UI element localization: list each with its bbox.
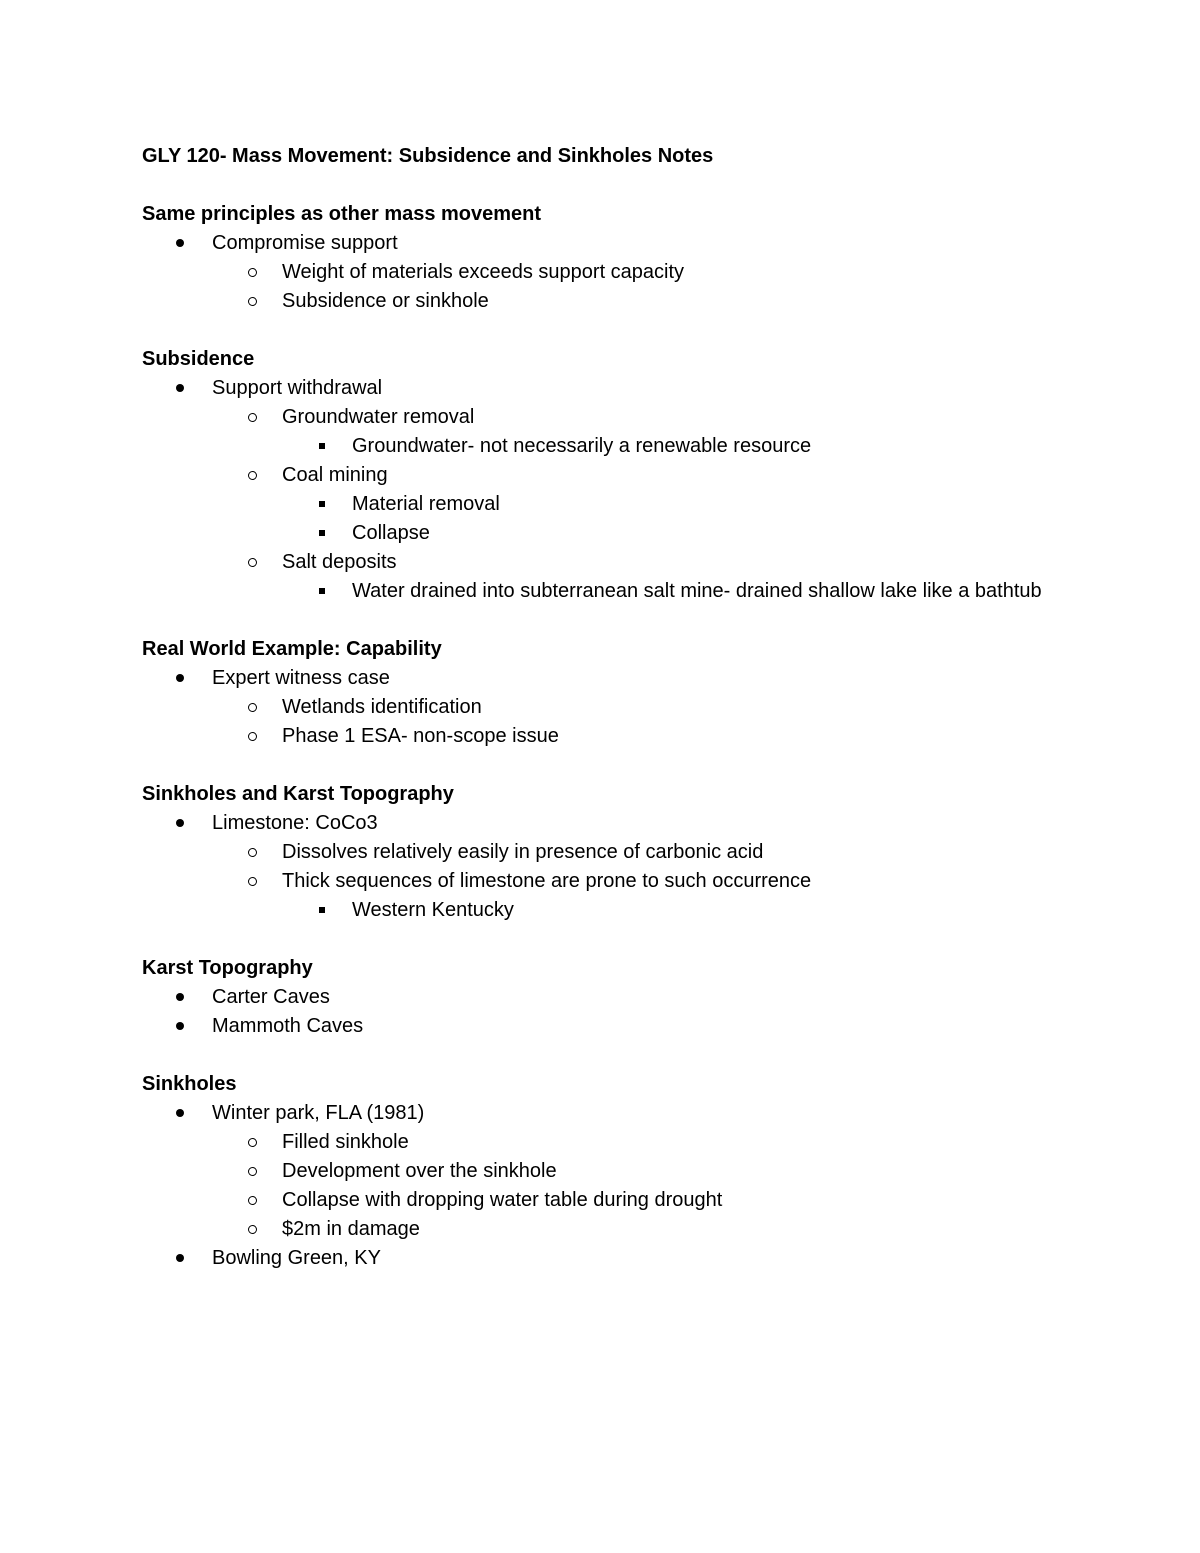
- bullet-dot-icon: [176, 239, 184, 247]
- document-content: [142, 142, 1062, 1273]
- section: [142, 635, 1062, 780]
- section: [142, 780, 1062, 954]
- list-item: [142, 374, 1062, 606]
- section: [142, 345, 1062, 635]
- sub-list-item-text: Subsidence or sinkhole: [282, 290, 489, 312]
- bullet-square-icon: [319, 501, 325, 507]
- bullet-list: [142, 983, 1062, 1041]
- bullet-list: [142, 809, 1062, 925]
- sub-list-item-text: Salt deposits: [282, 551, 397, 573]
- bullet-square-icon: [319, 588, 325, 594]
- sections-container: [142, 200, 1062, 1273]
- list-item: [142, 1244, 1062, 1273]
- sub-list: [212, 693, 1062, 751]
- section-heading: Sinkholes and Karst Topography: [142, 783, 454, 805]
- bullet-dot-icon: [176, 384, 184, 392]
- spacer: [142, 1041, 1062, 1070]
- list-item: [142, 229, 1062, 316]
- section-heading: Karst Topography: [142, 957, 313, 979]
- bullet-dot-icon: [176, 1022, 184, 1030]
- list-item-text: Support withdrawal: [212, 377, 383, 399]
- bullet-dot-icon: [176, 1254, 184, 1262]
- sub-list-item-text: Phase 1 ESA- non-scope issue: [282, 725, 559, 747]
- spacer: [142, 316, 1062, 345]
- sub-sub-list: [282, 577, 1062, 606]
- section-heading: Real World Example: Capability: [142, 638, 442, 660]
- sub-list-item-text: $2m in damage: [282, 1218, 420, 1240]
- spacer: [142, 925, 1062, 954]
- sub-sub-list-item: [282, 490, 1062, 519]
- section: [142, 200, 1062, 345]
- sub-list-item: [212, 1215, 1062, 1244]
- sub-sub-list: [282, 896, 1062, 925]
- sub-list-item: [212, 722, 1062, 751]
- sub-list-item-text: Weight of materials exceeds support capacity: [282, 261, 685, 283]
- bullet-square-icon: [319, 443, 325, 449]
- sub-list: [212, 258, 1062, 316]
- bullet-list: [142, 374, 1062, 606]
- bullet-circle-icon: [248, 297, 257, 306]
- bullet-circle-icon: [248, 703, 257, 712]
- bullet-square-icon: [319, 907, 325, 913]
- sub-list-item-text: Coal mining: [282, 464, 388, 486]
- sub-sub-list-item-text: Groundwater- not necessarily a renewable resource: [352, 435, 812, 457]
- bullet-circle-icon: [248, 877, 257, 886]
- sub-sub-list-item-text: Collapse: [352, 522, 430, 544]
- list-item-text: Expert witness case: [212, 667, 390, 689]
- sub-sub-list-item-text: Western Kentucky: [352, 899, 514, 921]
- sub-list-item-text: Collapse with dropping water table during drought: [282, 1189, 723, 1211]
- section-heading: Same principles as other mass movement: [142, 203, 542, 225]
- section: [142, 954, 1062, 1070]
- bullet-circle-icon: [248, 848, 257, 857]
- sub-sub-list: [282, 432, 1062, 461]
- list-item-text: Mammoth Caves: [212, 1015, 364, 1037]
- bullet-dot-icon: [176, 674, 184, 682]
- sub-sub-list: [282, 490, 1062, 548]
- sub-list: [212, 838, 1062, 925]
- list-item: [142, 809, 1062, 925]
- bullet-circle-icon: [248, 471, 257, 480]
- list-item: [142, 1012, 1062, 1041]
- bullet-circle-icon: [248, 413, 257, 422]
- sub-list-item: [212, 258, 1062, 287]
- list-item-text: Bowling Green, KY: [212, 1247, 381, 1269]
- sub-list-item: [212, 1157, 1062, 1186]
- section: [142, 1070, 1062, 1273]
- bullet-list: [142, 1099, 1062, 1273]
- sub-list: [212, 403, 1062, 606]
- sub-list-item: [212, 1186, 1062, 1215]
- spacer: [142, 751, 1062, 780]
- list-item-text: Carter Caves: [212, 986, 330, 1008]
- section-heading: Subsidence: [142, 348, 255, 370]
- bullet-dot-icon: [176, 1109, 184, 1117]
- sub-sub-list-item-text: Water drained into subterranean salt mine- drained shallow lake like a bathtub: [352, 580, 1042, 602]
- list-item-text: Compromise support: [212, 232, 398, 254]
- sub-sub-list-item-text: Material removal: [352, 493, 500, 515]
- sub-list-item-text: Wetlands identification: [282, 696, 482, 718]
- list-item: [142, 983, 1062, 1012]
- bullet-circle-icon: [248, 1138, 257, 1147]
- sub-list-item-text: Groundwater removal: [282, 406, 475, 428]
- sub-list-item: [212, 403, 1062, 461]
- sub-list-item: [212, 1128, 1062, 1157]
- list-item: [142, 664, 1062, 751]
- sub-list-item-text: Filled sinkhole: [282, 1131, 409, 1153]
- sub-sub-list-item: [282, 896, 1062, 925]
- sub-list-item: [212, 548, 1062, 606]
- spacer: [142, 171, 1062, 200]
- bullet-circle-icon: [248, 1167, 257, 1176]
- spacer: [142, 606, 1062, 635]
- list-item: [142, 1099, 1062, 1244]
- bullet-circle-icon: [248, 558, 257, 567]
- sub-sub-list-item: [282, 577, 1062, 606]
- sub-list-item-text: Development over the sinkhole: [282, 1160, 557, 1182]
- bullet-square-icon: [319, 530, 325, 536]
- document-title: GLY 120- Mass Movement: Subsidence and Sinkholes Notes: [142, 145, 714, 167]
- bullet-list: [142, 229, 1062, 316]
- section-heading: Sinkholes: [142, 1073, 237, 1095]
- sub-sub-list-item: [282, 519, 1062, 548]
- bullet-circle-icon: [248, 1196, 257, 1205]
- sub-list-item: [212, 693, 1062, 722]
- list-item-text: Limestone: CoCo3: [212, 812, 378, 834]
- list-item-text: Winter park, FLA (1981): [212, 1102, 425, 1124]
- sub-list-item: [212, 838, 1062, 867]
- sub-list: [212, 1128, 1062, 1244]
- bullet-dot-icon: [176, 819, 184, 827]
- bullet-circle-icon: [248, 268, 257, 277]
- bullet-circle-icon: [248, 1225, 257, 1234]
- bullet-circle-icon: [248, 732, 257, 741]
- bullet-list: [142, 664, 1062, 751]
- sub-sub-list-item: [282, 432, 1062, 461]
- sub-list-item: [212, 461, 1062, 548]
- sub-list-item: [212, 867, 1062, 925]
- sub-list-item-text: Thick sequences of limestone are prone to such occurrence: [282, 870, 812, 892]
- sub-list-item-text: Dissolves relatively easily in presence of carbonic acid: [282, 841, 764, 863]
- bullet-dot-icon: [176, 993, 184, 1001]
- sub-list-item: [212, 287, 1062, 316]
